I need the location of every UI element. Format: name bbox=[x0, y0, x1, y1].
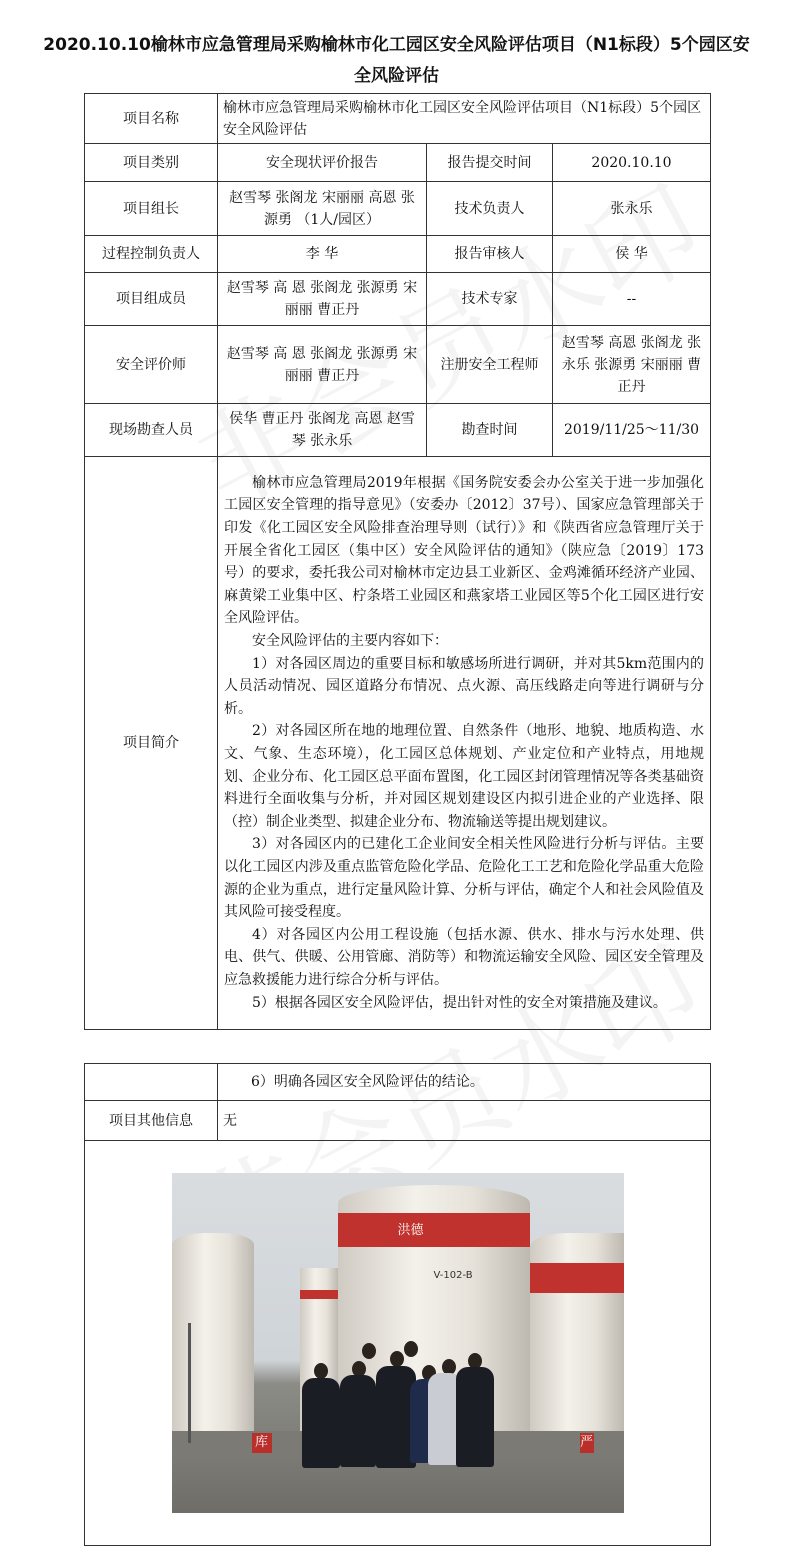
label-intro: 项目简介 bbox=[85, 457, 218, 1030]
lamp-post bbox=[188, 1323, 191, 1443]
wall-sign: 严 bbox=[580, 1433, 594, 1453]
label-process-control: 过程控制负责人 bbox=[85, 236, 218, 273]
label-team-members: 项目组成员 bbox=[85, 273, 218, 326]
site-photo bbox=[172, 1173, 624, 1513]
intro-paragraph: 1）对各园区周边的重要目标和敏感场所进行调研，并对其5km范围内的人员活动情况、园区道路分布情况、点火源、高压线路走向等进行调研与分析。 bbox=[224, 655, 705, 717]
tank-band-text: 洪德 bbox=[397, 1223, 424, 1238]
storage-tank bbox=[530, 1233, 624, 1438]
value-report-reviewer: 侯 华 bbox=[553, 236, 711, 273]
label-safety-engineer: 注册安全工程师 bbox=[427, 326, 553, 404]
wall-sign: 库 bbox=[252, 1433, 272, 1453]
label-submit-time: 报告提交时间 bbox=[427, 144, 553, 182]
value-safety-engineer: 赵雪琴 高恩 张阁龙 张永乐 张源勇 宋丽丽 曹正丹 bbox=[553, 326, 711, 404]
tank-label: V-102-B bbox=[433, 1270, 473, 1281]
intro-paragraph: 6）明确各园区安全风险评估的结论。 bbox=[251, 1074, 484, 1090]
value-team-members: 赵雪琴 高 恩 张阁龙 张源勇 宋丽丽 曹正丹 bbox=[218, 273, 427, 326]
page-title: 2020.10.10榆林市应急管理局采购榆林市化工园区安全风险评估项目（N1标段）5个园区安全风险评估 bbox=[43, 35, 750, 86]
value-project-name: 榆林市应急管理局采购榆林市化工园区安全风险评估项目（N1标段）5个园区安全风险评估 bbox=[218, 94, 711, 144]
value-team-leader: 赵雪琴 张阁龙 宋丽丽 高恩 张源勇 （1人/园区） bbox=[218, 182, 427, 236]
intro-paragraph: 安全风险评估的主要内容如下： bbox=[252, 633, 448, 650]
label-project-type: 项目类别 bbox=[85, 144, 218, 182]
person bbox=[340, 1375, 376, 1467]
label-survey-time: 勘查时间 bbox=[427, 404, 553, 457]
project-info-table-continued bbox=[84, 1063, 711, 1546]
label-project-name: 项目名称 bbox=[85, 94, 218, 144]
storage-tank bbox=[172, 1233, 254, 1438]
label-team-leader: 项目组长 bbox=[85, 182, 218, 236]
intro-continued bbox=[218, 1064, 711, 1101]
tank-band bbox=[338, 1213, 530, 1247]
value-evaluator: 赵雪琴 高 恩 张阁龙 张源勇 宋丽丽 曹正丹 bbox=[218, 326, 427, 404]
intro-content bbox=[218, 457, 711, 1030]
label-tech-lead: 技术负责人 bbox=[427, 182, 553, 236]
label-other-info: 项目其他信息 bbox=[85, 1101, 218, 1141]
value-tech-lead: 张永乐 bbox=[553, 182, 711, 236]
person bbox=[302, 1378, 340, 1468]
value-submit-time: 2020.10.10 bbox=[553, 144, 711, 182]
project-info-table bbox=[84, 93, 711, 1030]
label-evaluator: 安全评价师 bbox=[85, 326, 218, 404]
intro-paragraph: 5）根据各园区安全风险评估，提出针对性的安全对策措施及建议。 bbox=[252, 994, 667, 1011]
label-tech-expert: 技术专家 bbox=[427, 273, 553, 326]
value-tech-expert: -- bbox=[553, 273, 711, 326]
label-report-reviewer: 报告审核人 bbox=[427, 236, 553, 273]
empty-label-cell bbox=[85, 1064, 218, 1101]
value-survey-time: 2019/11/25～11/30 bbox=[553, 404, 711, 457]
value-site-survey: 侯华 曹正丹 张阁龙 高恩 赵雪琴 张永乐 bbox=[218, 404, 427, 457]
value-process-control: 李 华 bbox=[218, 236, 427, 273]
label-site-survey: 现场勘查人员 bbox=[85, 404, 218, 457]
photo-cell bbox=[85, 1141, 711, 1546]
value-project-type: 安全现状评价报告 bbox=[218, 144, 427, 182]
intro-paragraph: 2）对各园区所在地的地理位置、自然条件（地形、地貌、地质构造、水文、气象、生态环境），化工园区总体规划、产业定位和产业特点，用地规划、企业分布、化工园区总平面布置图，化工园区封闭管理情况等各类基础资料进行全面收集与分析，并对园区规划建设区内拟引进企业的产业选择、限（控）制企业类型、拟建企业分布、物流输送等提出规划建议。 bbox=[224, 723, 705, 830]
intro-paragraph: 4）对各园区内公用工程设施（包括水源、供水、排水与污水处理、供电、供气、供暖、公用管廊、消防等）和物流运输安全风险、园区安全管理及应急救援能力进行综合分析与评估。 bbox=[224, 926, 705, 988]
intro-paragraph: 3）对各园区内的已建化工企业间安全相关性风险进行分析与评估。主要以化工园区内涉及重点监管危险化学品、危险化工工艺和危险化学品重大危险源的企业为重点，进行定量风险计算、分析与评估，确定个人和社会风险值及其风险可接受程度。 bbox=[224, 836, 705, 921]
intro-paragraph: 榆林市应急管理局2019年根据《国务院安委会办公室关于进一步加强化工园区安全管理的指导意见》（安委办〔2012〕37号）、国家应急管理部关于印发《化工园区安全风险排查治理导则（试行）》和《陕西省应急管理厅关于开展全省化工园区（集中区）安全风险评估的通知》（陕应急〔2019〕173号）的要求，委托我公司对榆林市定边县工业新区、金鸡滩循环经济产业园、麻黄梁工业集中区、柠条塔工业园区和燕家塔工业园区等5个化工园区进行安全风险评估。 bbox=[224, 474, 705, 627]
person bbox=[456, 1367, 494, 1467]
value-other-info: 无 bbox=[218, 1101, 711, 1141]
